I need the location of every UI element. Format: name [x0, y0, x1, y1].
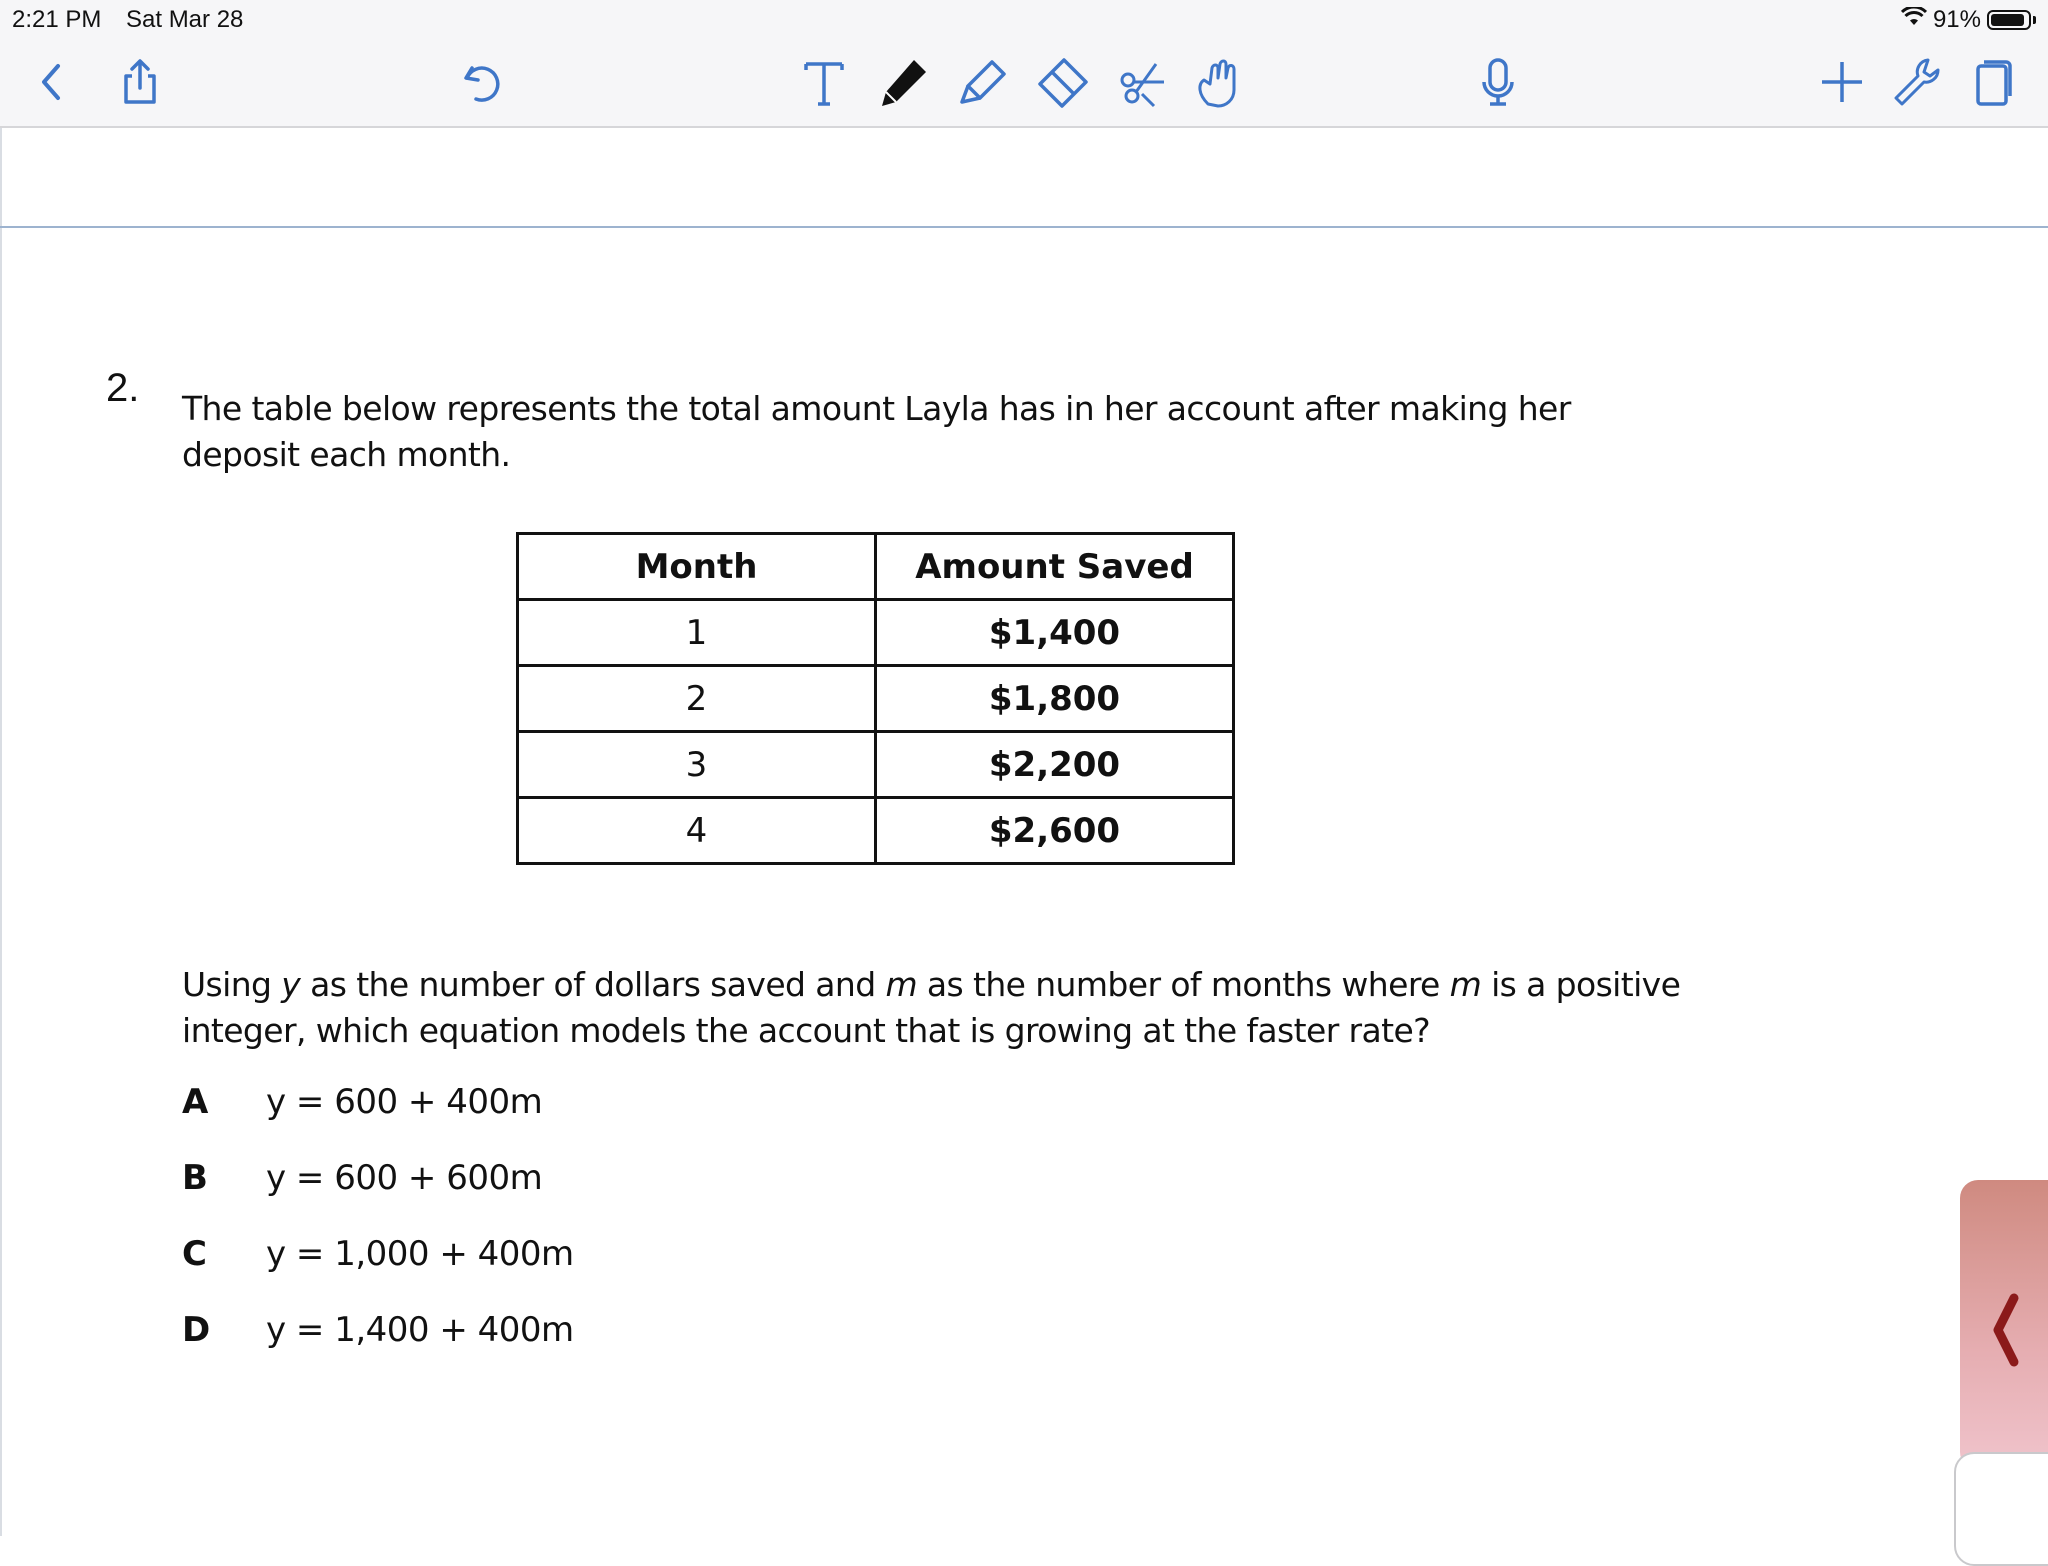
microphone-icon[interactable] [1466, 50, 1530, 114]
table-cell-amount: $2,600 [876, 798, 1234, 864]
eraser-icon[interactable] [1030, 50, 1094, 114]
table-header-amount: Amount Saved [876, 534, 1234, 600]
wifi-icon [1901, 6, 1927, 34]
table-cell-amount: $2,200 [876, 732, 1234, 798]
side-panel-tab[interactable] [1960, 1180, 2048, 1470]
status-time: 2:21 PM [12, 6, 102, 33]
text-tool-icon[interactable] [792, 50, 856, 114]
choice-a [182, 1082, 542, 1122]
table-cell-month: 2 [518, 666, 876, 732]
table-cell-month: 1 [518, 600, 876, 666]
savings-table [516, 532, 1235, 865]
table-row [518, 732, 1234, 798]
choice-letter: D [182, 1310, 211, 1350]
status-bar [0, 0, 2048, 40]
hand-icon[interactable] [1186, 50, 1250, 114]
prompt-text: is a positive integer, which equation models the account that is growing at the faster rate? [182, 965, 1681, 1050]
scissors-icon[interactable] [1110, 50, 1174, 114]
status-indicators [1901, 6, 2036, 34]
back-icon[interactable] [20, 50, 84, 114]
choice-equation: y = 600 + 400m [266, 1082, 543, 1122]
choice-b [182, 1158, 542, 1198]
table-cell-month: 3 [518, 732, 876, 798]
table-header-month: Month [518, 534, 876, 600]
add-icon[interactable] [1810, 50, 1874, 114]
search-corner-button[interactable] [1954, 1452, 2048, 1566]
choice-equation: y = 1,400 + 400m [266, 1310, 574, 1350]
table-cell-month: 4 [518, 798, 876, 864]
undo-icon[interactable] [450, 50, 514, 114]
table-row [518, 600, 1234, 666]
battery-icon [1987, 10, 2031, 30]
share-icon[interactable] [108, 50, 172, 114]
table-cell-amount: $1,400 [876, 600, 1234, 666]
page-edge [0, 128, 2, 1536]
table-cell-amount: $1,800 [876, 666, 1234, 732]
pen-icon[interactable] [870, 50, 934, 114]
question-intro: The table below represents the total amount Layla has in her account after making her deposit each month. [182, 389, 1571, 474]
choice-letter: A [182, 1082, 209, 1122]
prompt-text: as the number of months where [917, 965, 1450, 1004]
page-header-band [0, 128, 2048, 228]
prompt-var: m [885, 965, 917, 1004]
toolbar [0, 40, 2048, 128]
table-row [518, 798, 1234, 864]
pages-icon[interactable] [1962, 50, 2026, 114]
chevron-left-icon [1984, 1290, 2024, 1370]
prompt-text: Using [182, 965, 282, 1004]
prompt-var: m [1449, 965, 1482, 1004]
battery-percent: 91% [1932, 6, 1981, 33]
choice-letter: C [182, 1234, 207, 1274]
question-prompt [182, 962, 1782, 1054]
choice-d [182, 1310, 574, 1350]
choice-equation: y = 600 + 600m [266, 1158, 543, 1198]
highlighter-icon[interactable] [950, 50, 1014, 114]
status-date: Sat Mar 28 [126, 6, 244, 33]
prompt-text: as the number of dollars saved and [300, 965, 886, 1004]
choice-c [182, 1234, 574, 1274]
wrench-icon[interactable] [1884, 50, 1948, 114]
choice-equation: y = 1,000 + 400m [266, 1234, 574, 1274]
prompt-var: y [281, 965, 301, 1004]
choice-letter: B [182, 1158, 208, 1198]
question-number: 2. [106, 366, 140, 410]
table-row [518, 666, 1234, 732]
